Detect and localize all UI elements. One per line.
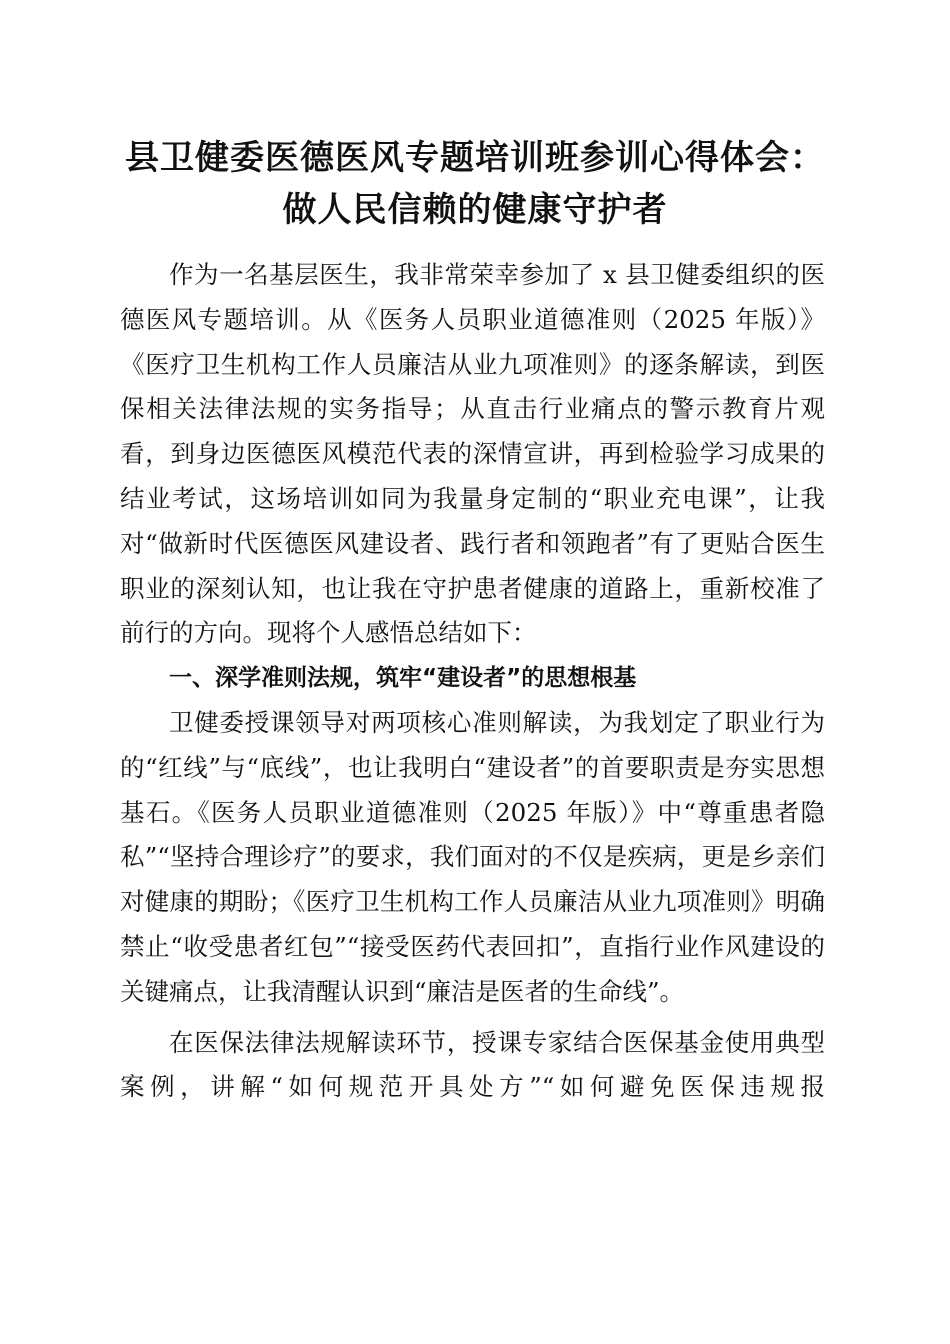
document-body (120, 253, 825, 1110)
section-1-paragraph-1: 卫健委授课领导对两项核心准则解读，为我划定了职业行为的“红线”与“底线”，也让我明白“建设者”的首要职责是夯实思想基石。《医务人员职业道德准则（2025 年版）》中“尊重患者隐私”“坚持合理诊疗”的要求，我们面对的不仅是疾病，更是乡亲们对健康的期盼；《医疗卫生机构工作人员廉洁从业九项准则》明确禁止“收受患者红包”“接受医药代表回扣”，直指行业作风建设的关键痛点，让我清醒认识到“廉洁是医者的生命线”。 (120, 707, 825, 1006)
section-heading-1: 一、深学准则法规，筑牢“建设者”的思想根基 (169, 665, 637, 692)
section-1-paragraph-2: 在医保法律法规解读环节，授课专家结合医保基金使用典型案例，讲解“如何规范开具处方”“如何避免医保违规报 (120, 1027, 825, 1102)
document-title-line-1: 县卫健委医德医风专题培训班参训心得体会： (125, 138, 825, 178)
intro-paragraph: 作为一名基层医生，我非常荣幸参加了 x 县卫健委组织的医德医风专题培训。从《医务人员职业道德准则（2025 年版）》《医疗卫生机构工作人员廉洁从业九项准则》的逐条解读，到医保相关法律法规的实务指导；从直击行业痛点的警示教育片观看，到身边医德医风模范代表的深情宣讲，再到检验学习成果的结业考试，这场培训如同为我量身定制的“职业充电课”，让我对“做新时代医德医风建设者、践行者和领跑者”有了更贴合医生职业的深刻认知，也让我在守护患者健康的道路上，重新校准了前行的方向。现将个人感悟总结如下： (120, 260, 825, 648)
document-title-line-2: 做人民信赖的健康守护者 (282, 190, 668, 230)
